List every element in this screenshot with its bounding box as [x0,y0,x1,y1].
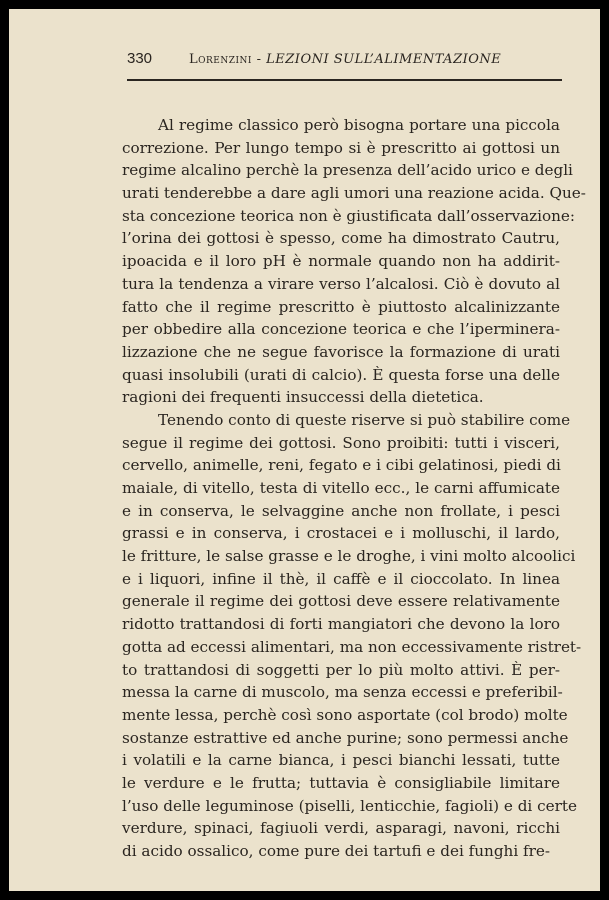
text-line: sta concezione teorica non è giustificata dall’osservazione: [122,206,576,225]
text-line: le verdure e le frutta; tuttavia è consigliabile limitare [122,773,560,792]
text-line: e in conserva, le selvaggine anche non frollate, i pesci [122,501,560,520]
text-line: e i liquori, infine il thè, il caffè e il cioccolato. In linea [122,569,560,588]
header-rule [127,79,562,81]
paragraph [122,114,586,409]
running-header [127,50,562,70]
book-title: LEZIONI SULL’ALIMENTAZIONE [266,52,502,67]
text-line: ridotto trattandosi di forti mangiatori che devono la loro [122,615,560,634]
text-line: cervello, animelle, reni, fegato e i cibi gelatinosi, piedi di [122,456,561,475]
text-line: correzione. Per lungo tempo si è prescritto ai gottosi un [122,138,560,157]
text-line: Tenendo conto di queste riserve si può stabilire come [158,410,571,429]
header-separator: - [251,52,267,67]
page-number: 330 [127,50,153,67]
text-line: to trattandosi di soggetti per lo più molto attivi. È per- [122,660,560,679]
text-line: maiale, di vitello, testa di vitello ecc., le carni affumicate [122,479,560,497]
text-line: mente lessa, perchè così sono asportate (col brodo) molte [122,705,568,724]
text-line: Al regime classico però bisogna portare una piccola [158,116,560,134]
text-line: i volatili e la carne bianca, i pesci bianchi lessati, tutte [122,751,560,770]
text-line: l’orina dei gottosi è spesso, come ha dimostrato Cautru, [122,229,560,248]
paragraph [122,409,582,863]
text-line: segue il regime dei gottosi. Sono proibiti: tutti i visceri, [122,433,560,452]
text-line: messa la carne di muscolo, ma senza eccessi e preferibil- [122,683,563,702]
text-line: l’uso delle leguminose (piselli, lenticchie, fagioli) e di certe [122,796,577,815]
text-line: gotta ad eccessi alimentari, ma non eccessivamente ristret- [122,637,582,656]
text-line: fatto che il regime prescritto è piuttosto alcalinizzante [122,297,560,316]
text-line: regime alcalino perchè la presenza dell’acido urico e degli [122,161,573,180]
text-line: generale il regime dei gottosi deve essere relativamente [122,592,560,611]
body-text [122,114,586,863]
text-line: ipoacida e il loro pH è normale quando non ha addirit- [122,252,560,271]
text-line: sostanze estrattive ed anche purine; sono permessi anche [122,728,569,747]
text-line: tura la tendenza a virare verso l’alcalosi. Ciò è dovuto al [122,274,560,293]
text-line: verdure, spinaci, fagiuoli verdi, asparagi, navoni, ricchi [122,819,560,838]
text-line: di acido ossalico, come pure dei tartufi e dei funghi fre- [122,842,551,860]
text-line: per obbedire alla concezione teorica e che l’iperminera- [122,320,560,339]
text-line: quasi insolubili (urati di calcio). È questa forse una delle [122,365,560,384]
text-line: urati tenderebbe a dare agli umori una reazione acida. Que- [122,184,586,203]
running-title [189,52,501,67]
text-line: le fritture, le salse grasse e le droghe, i vini molto alcoolici [122,547,576,566]
text-line: grassi e in conserva, i crostacei e i molluschi, il lardo, [122,524,560,543]
author-name: Lorenzini [189,52,252,67]
text-line: ragioni dei frequenti insuccessi della dietetica. [122,388,484,407]
text-line: lizzazione che ne segue favorisce la formazione di urati [122,342,560,361]
